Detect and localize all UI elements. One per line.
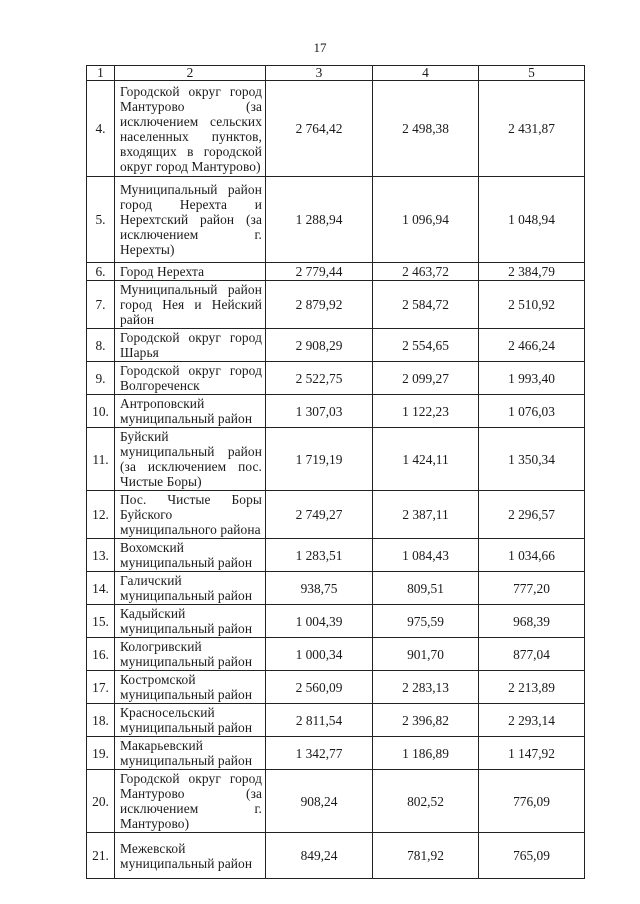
municipality-name: Межевской муниципальный район bbox=[115, 833, 266, 879]
table-row bbox=[87, 395, 585, 428]
municipality-name: Кологривский муниципальный район bbox=[115, 638, 266, 671]
value-col-4: 1 096,94 bbox=[373, 177, 479, 263]
municipality-name: Городской округ город Волгореченск bbox=[115, 362, 266, 395]
header-cell-3: 3 bbox=[266, 66, 373, 81]
value-col-5: 877,04 bbox=[479, 638, 585, 671]
value-col-4: 2 396,82 bbox=[373, 704, 479, 737]
value-col-4: 2 387,11 bbox=[373, 491, 479, 539]
municipality-name: Пос. Чистые Боры Буйского муниципального района bbox=[115, 491, 266, 539]
row-number: 13. bbox=[87, 539, 115, 572]
table-row bbox=[87, 770, 585, 833]
value-col-3: 2 908,29 bbox=[266, 329, 373, 362]
municipality-name: Буйский муниципальный район (за исключением пос. Чистые Боры) bbox=[115, 428, 266, 491]
value-col-4: 802,52 bbox=[373, 770, 479, 833]
row-number: 6. bbox=[87, 263, 115, 281]
value-col-3: 2 779,44 bbox=[266, 263, 373, 281]
value-col-5: 2 213,89 bbox=[479, 671, 585, 704]
table-row bbox=[87, 539, 585, 572]
municipality-name: Костромской муниципальный район bbox=[115, 671, 266, 704]
value-col-3: 938,75 bbox=[266, 572, 373, 605]
value-col-4: 901,70 bbox=[373, 638, 479, 671]
value-col-3: 1 000,34 bbox=[266, 638, 373, 671]
table-row bbox=[87, 605, 585, 638]
value-col-4: 2 463,72 bbox=[373, 263, 479, 281]
value-col-3: 2 522,75 bbox=[266, 362, 373, 395]
value-col-3: 908,24 bbox=[266, 770, 373, 833]
value-col-4: 2 584,72 bbox=[373, 281, 479, 329]
row-number: 5. bbox=[87, 177, 115, 263]
table-row bbox=[87, 329, 585, 362]
tariff-table bbox=[86, 65, 585, 879]
table-row bbox=[87, 177, 585, 263]
row-number: 7. bbox=[87, 281, 115, 329]
table-row bbox=[87, 737, 585, 770]
value-col-5: 2 466,24 bbox=[479, 329, 585, 362]
row-number: 8. bbox=[87, 329, 115, 362]
table-row bbox=[87, 671, 585, 704]
value-col-5: 765,09 bbox=[479, 833, 585, 879]
value-col-5: 1 350,34 bbox=[479, 428, 585, 491]
value-col-5: 2 293,14 bbox=[479, 704, 585, 737]
value-col-5: 1 993,40 bbox=[479, 362, 585, 395]
value-col-5: 1 048,94 bbox=[479, 177, 585, 263]
municipality-name: Городской округ город Мантурово (за исключением г. Мантурово) bbox=[115, 770, 266, 833]
value-col-3: 1 004,39 bbox=[266, 605, 373, 638]
value-col-3: 2 560,09 bbox=[266, 671, 373, 704]
row-number: 12. bbox=[87, 491, 115, 539]
value-col-4: 781,92 bbox=[373, 833, 479, 879]
row-number: 18. bbox=[87, 704, 115, 737]
table-row bbox=[87, 833, 585, 879]
municipality-name: Кадыйский муниципальный район bbox=[115, 605, 266, 638]
row-number: 14. bbox=[87, 572, 115, 605]
row-number: 9. bbox=[87, 362, 115, 395]
municipality-name: Город Нерехта bbox=[115, 263, 266, 281]
municipality-name: Красносельский муниципальный район bbox=[115, 704, 266, 737]
municipality-name: Городской округ город Мантурово (за исключением сельских населенных пунктов, входящих в городской округ город Мантурово) bbox=[115, 81, 266, 177]
row-number: 16. bbox=[87, 638, 115, 671]
value-col-3: 1 288,94 bbox=[266, 177, 373, 263]
value-col-4: 1 084,43 bbox=[373, 539, 479, 572]
value-col-3: 849,24 bbox=[266, 833, 373, 879]
value-col-5: 1 147,92 bbox=[479, 737, 585, 770]
value-col-3: 2 811,54 bbox=[266, 704, 373, 737]
value-col-5: 968,39 bbox=[479, 605, 585, 638]
value-col-5: 2 384,79 bbox=[479, 263, 585, 281]
value-col-3: 1 342,77 bbox=[266, 737, 373, 770]
value-col-3: 1 307,03 bbox=[266, 395, 373, 428]
row-number: 19. bbox=[87, 737, 115, 770]
value-col-5: 2 510,92 bbox=[479, 281, 585, 329]
municipality-name: Городской округ город Шарья bbox=[115, 329, 266, 362]
table-row bbox=[87, 638, 585, 671]
header-row bbox=[87, 66, 585, 81]
value-col-4: 2 283,13 bbox=[373, 671, 479, 704]
row-number: 20. bbox=[87, 770, 115, 833]
row-number: 4. bbox=[87, 81, 115, 177]
table-row bbox=[87, 362, 585, 395]
table-row bbox=[87, 572, 585, 605]
value-col-5: 2 296,57 bbox=[479, 491, 585, 539]
value-col-4: 975,59 bbox=[373, 605, 479, 638]
value-col-4: 1 424,11 bbox=[373, 428, 479, 491]
value-col-4: 2 099,27 bbox=[373, 362, 479, 395]
row-number: 21. bbox=[87, 833, 115, 879]
value-col-3: 2 764,42 bbox=[266, 81, 373, 177]
value-col-3: 1 283,51 bbox=[266, 539, 373, 572]
municipality-name: Муниципальный район город Нея и Нейский район bbox=[115, 281, 266, 329]
header-cell-2: 2 bbox=[115, 66, 266, 81]
municipality-name: Вохомский муниципальный район bbox=[115, 539, 266, 572]
row-number: 11. bbox=[87, 428, 115, 491]
header-cell-4: 4 bbox=[373, 66, 479, 81]
value-col-4: 809,51 bbox=[373, 572, 479, 605]
value-col-4: 2 498,38 bbox=[373, 81, 479, 177]
value-col-5: 1 034,66 bbox=[479, 539, 585, 572]
municipality-name: Макарьевский муниципальный район bbox=[115, 737, 266, 770]
value-col-3: 2 749,27 bbox=[266, 491, 373, 539]
municipality-name: Муниципальный район город Нерехта и Нерехтский район (за исключением г. Нерехты) bbox=[115, 177, 266, 263]
value-col-4: 1 122,23 bbox=[373, 395, 479, 428]
value-col-5: 776,09 bbox=[479, 770, 585, 833]
table-row bbox=[87, 81, 585, 177]
value-col-5: 777,20 bbox=[479, 572, 585, 605]
value-col-4: 2 554,65 bbox=[373, 329, 479, 362]
value-col-3: 2 879,92 bbox=[266, 281, 373, 329]
table-row bbox=[87, 281, 585, 329]
table-row bbox=[87, 491, 585, 539]
table-row bbox=[87, 428, 585, 491]
municipality-name: Антроповский муниципальный район bbox=[115, 395, 266, 428]
page-number: 17 bbox=[313, 40, 327, 55]
row-number: 17. bbox=[87, 671, 115, 704]
header-cell-1: 1 bbox=[87, 66, 115, 81]
table-row bbox=[87, 263, 585, 281]
value-col-5: 1 076,03 bbox=[479, 395, 585, 428]
value-col-4: 1 186,89 bbox=[373, 737, 479, 770]
municipality-name: Галичский муниципальный район bbox=[115, 572, 266, 605]
value-col-5: 2 431,87 bbox=[479, 81, 585, 177]
table-row bbox=[87, 704, 585, 737]
row-number: 15. bbox=[87, 605, 115, 638]
value-col-3: 1 719,19 bbox=[266, 428, 373, 491]
header-cell-5: 5 bbox=[479, 66, 585, 81]
row-number: 10. bbox=[87, 395, 115, 428]
